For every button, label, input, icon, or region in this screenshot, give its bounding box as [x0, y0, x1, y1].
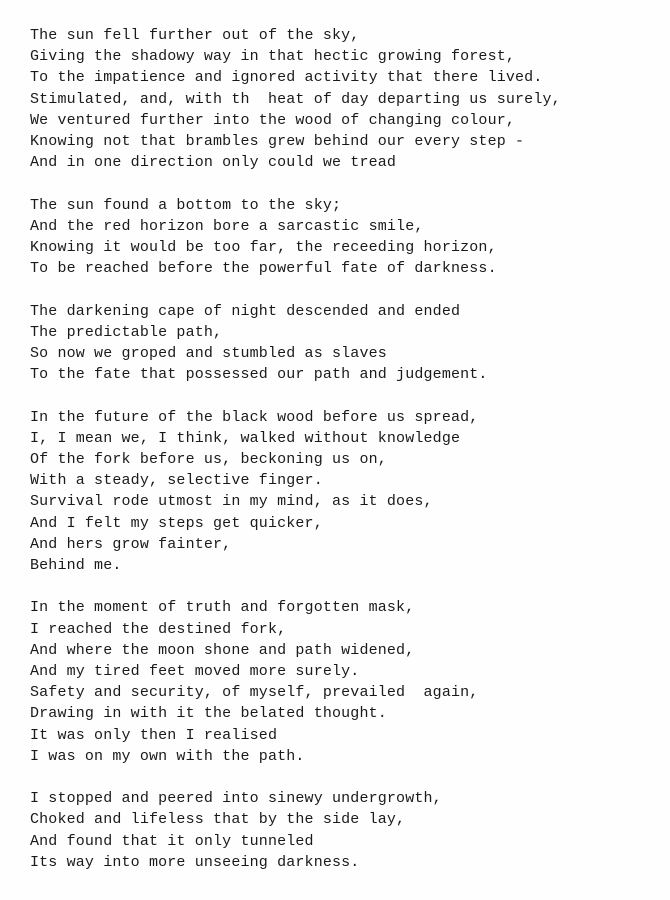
poem-line: Behind me.	[30, 557, 122, 575]
poem-line: Giving the shadowy way in that hectic growing forest,	[30, 48, 516, 66]
poem-line: So now we groped and stumbled as slaves	[30, 345, 387, 363]
poem-line: We ventured further into the wood of changing colour,	[30, 111, 516, 129]
poem-line: And I felt my steps get quicker,	[30, 514, 323, 532]
stanza-5	[30, 597, 660, 767]
poem-line: And in one direction only could we tread	[30, 154, 397, 172]
poem-line: And my tired feet moved more surely.	[30, 663, 360, 681]
poem-line: The darkening cape of night descended and ended	[30, 302, 461, 320]
poem-line: It was only then I realised	[30, 726, 278, 744]
poem-line: Safety and security, of myself, prevailed again,	[30, 684, 479, 702]
poem-line: Survival rode utmost in my mind, as it does,	[30, 493, 433, 511]
poem-line: I stopped and peered into sinewy undergrowth,	[30, 790, 442, 808]
poem-line: Knowing not that brambles grew behind our every step -	[30, 133, 525, 151]
poem-line: And where the moon shone and path widened,	[30, 641, 415, 659]
poem-line: I was on my own with the path.	[30, 747, 305, 765]
poem-line: I reached the destined fork,	[30, 620, 287, 638]
poem-text	[30, 25, 660, 894]
poem-line: Stimulated, and, with th heat of day departing us surely,	[30, 90, 561, 108]
poem-line: To the fate that possessed our path and judgement.	[30, 366, 488, 384]
poem-line: With a steady, selective finger.	[30, 472, 323, 490]
poem-line: And the red horizon bore a sarcastic smile,	[30, 217, 424, 235]
poem-line: To the impatience and ignored activity that there lived.	[30, 69, 543, 87]
poem-line: And found that it only tunneled	[30, 832, 314, 850]
poem-line: Drawing in with it the belated thought.	[30, 705, 387, 723]
poem-line: Choked and lifeless that by the side lay,	[30, 811, 406, 829]
poem-line: And hers grow fainter,	[30, 535, 232, 553]
stanza-6	[30, 788, 660, 873]
poem-line: Its way into more unseeing darkness.	[30, 853, 360, 871]
poem-line: Of the fork before us, beckoning us on,	[30, 451, 387, 469]
poem-line: The sun found a bottom to the sky;	[30, 196, 342, 214]
stanza-4	[30, 407, 660, 577]
poem-line: In the moment of truth and forgotten mask,	[30, 599, 415, 617]
poem-line: In the future of the black wood before us spread,	[30, 408, 479, 426]
poem-line: Knowing it would be too far, the receeding horizon,	[30, 239, 497, 257]
poem-line: The sun fell further out of the sky,	[30, 27, 360, 44]
stanza-3	[30, 301, 660, 386]
stanza-1	[30, 25, 660, 173]
stanza-2	[30, 195, 660, 280]
poem-line: To be reached before the powerful fate of darkness.	[30, 260, 497, 278]
poem-line: The predictable path,	[30, 323, 223, 341]
poem-line: I, I mean we, I think, walked without knowledge	[30, 429, 461, 447]
